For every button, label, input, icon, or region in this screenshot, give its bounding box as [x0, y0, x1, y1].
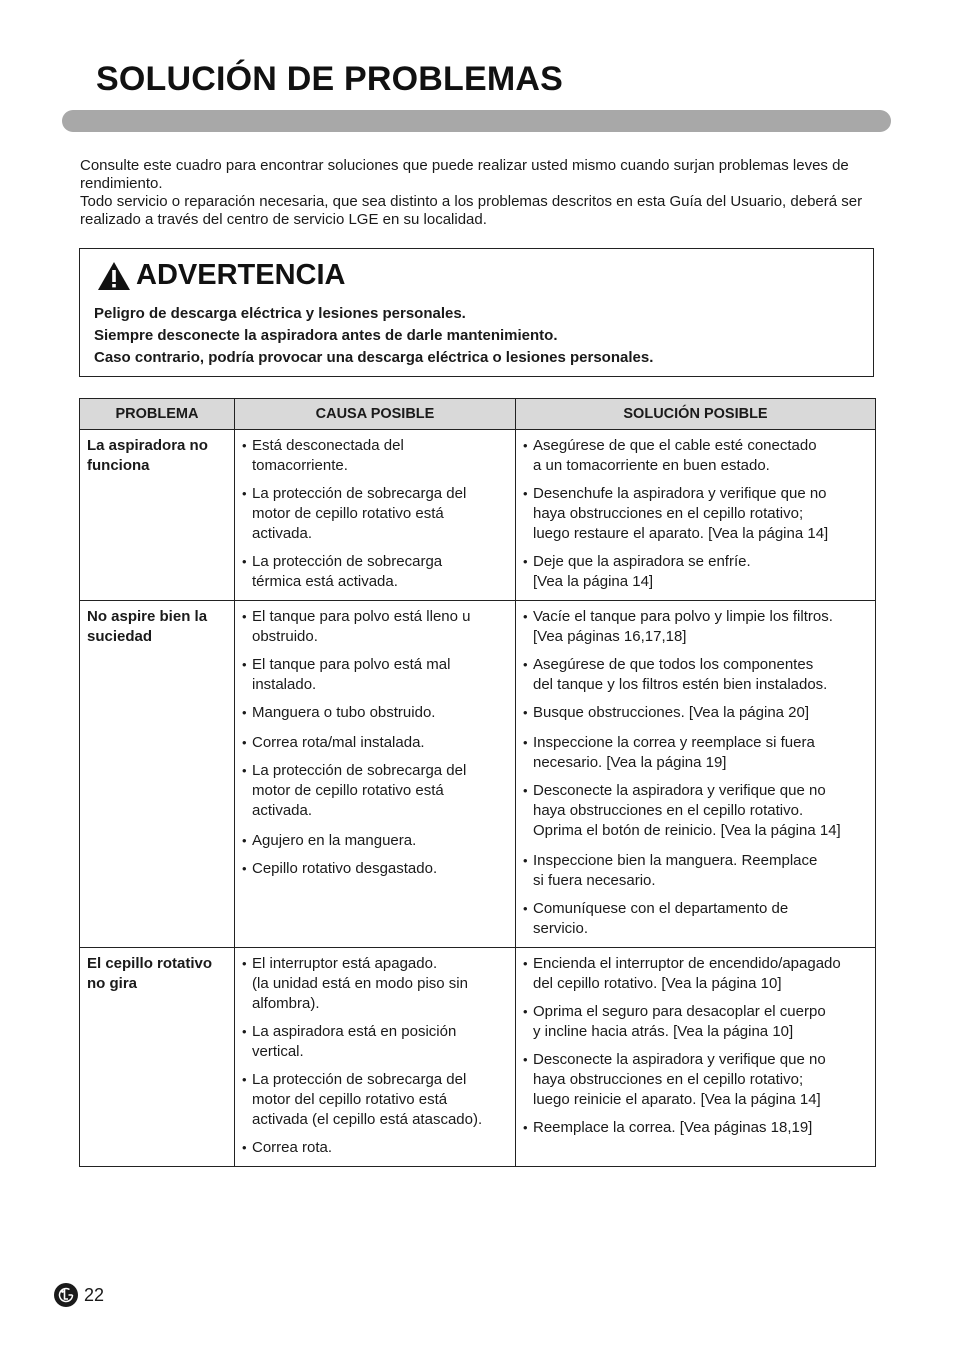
cause-item	[242, 859, 508, 879]
solution-item	[523, 781, 868, 841]
problem-text: no gira	[87, 975, 138, 992]
item-line: alfombra).	[252, 995, 320, 1012]
item-line: • Agujero en la manguera.	[252, 832, 417, 849]
item-line: • Desconecte la aspiradora y verifique que no	[533, 1051, 826, 1068]
warning-triangle-icon	[97, 261, 131, 291]
solution-item	[523, 436, 868, 476]
solution-item	[523, 1050, 868, 1110]
cause-item	[242, 703, 508, 723]
column-header-causa: CAUSA POSIBLE	[235, 399, 516, 430]
cause-cell	[235, 430, 516, 601]
item-line: • Cepillo rotativo desgastado.	[252, 860, 438, 877]
item-line: [Vea la página 14]	[533, 573, 654, 590]
problem-text: funciona	[87, 457, 150, 474]
cause-item	[242, 1138, 508, 1158]
item-line: • Reemplace la correa. [Vea páginas 18,19]	[533, 1119, 813, 1136]
item-line: • La protección de sobrecarga del	[252, 485, 467, 502]
item-line: si fuera necesario.	[533, 872, 656, 889]
item-line: • La protección de sobrecarga	[252, 553, 443, 570]
item-line: • Vacíe el tanque para polvo y limpie los filtros.	[533, 608, 833, 625]
item-line: motor de cepillo rotativo está	[252, 505, 444, 522]
solution-item	[523, 703, 868, 723]
item-line: • La aspiradora está en posición	[252, 1023, 457, 1040]
problem-text: No aspire bien la	[87, 608, 208, 625]
problem-cell	[80, 601, 235, 948]
column-header-problema: PROBLEMA	[80, 399, 235, 430]
cause-cell	[235, 601, 516, 948]
cause-cell	[235, 948, 516, 1167]
item-line: • Inspeccione bien la manguera. Reemplace	[533, 852, 818, 869]
item-line: • Desconecte la aspiradora y verifique que no	[533, 782, 826, 799]
cause-item	[242, 831, 508, 851]
item-line: • Asegúrese de que todos los componentes	[533, 656, 814, 673]
table-row	[80, 430, 876, 601]
cause-item	[242, 1070, 508, 1130]
item-line: y incline hacia atrás. [Vea la página 10]	[533, 1023, 794, 1040]
solution-item	[523, 484, 868, 544]
item-line: • Asegúrese de que el cable esté conectado	[533, 437, 817, 454]
table-header-row	[80, 399, 876, 430]
item-line: • Deje que la aspiradora se enfríe.	[533, 553, 751, 570]
item-line: (la unidad está en modo piso sin	[252, 975, 468, 992]
solution-item	[523, 1002, 868, 1042]
page-footer	[54, 1283, 104, 1307]
item-line: del tanque y los filtros estén bien instalados.	[533, 676, 828, 693]
warning-text	[94, 303, 653, 369]
solution-item	[523, 552, 868, 592]
item-line: • Encienda el interruptor de encendido/apagado	[533, 955, 841, 972]
solution-item	[523, 607, 868, 647]
item-line: térmica está activada.	[252, 573, 398, 590]
solution-item	[523, 851, 868, 891]
solution-cell	[516, 948, 876, 1167]
problem-cell	[80, 948, 235, 1167]
intro-paragraph-2: Todo servicio o reparación necesaria, que sea distinto a los problemas descritos en esta Guía del Usuario, deberá ser realizado a través del centro de servicio LGE en su localidad.	[80, 193, 863, 228]
problem-text: La aspiradora no	[87, 437, 208, 454]
item-line: [Vea páginas 16,17,18]	[533, 628, 687, 645]
lg-logo-icon	[54, 1283, 78, 1307]
cause-item	[242, 436, 508, 476]
item-line: a un tomacorriente en buen estado.	[533, 457, 770, 474]
cause-item	[242, 607, 508, 647]
item-line: • Está desconectada del	[252, 437, 404, 454]
item-line: • El interruptor está apagado.	[252, 955, 438, 972]
item-line: activada.	[252, 802, 313, 819]
item-line: Oprima el botón de reinicio. [Vea la página 14]	[533, 822, 841, 839]
warning-line: Caso contrario, podría provocar una descarga eléctrica o lesiones personales.	[94, 349, 654, 366]
item-line: instalado.	[252, 676, 317, 693]
problem-cell	[80, 430, 235, 601]
item-line: • Desenchufe la aspiradora y verifique que no	[533, 485, 827, 502]
item-line: tomacorriente.	[252, 457, 348, 474]
item-line: • La protección de sobrecarga del	[252, 762, 467, 779]
item-line: haya obstrucciones en el cepillo rotativo.	[533, 802, 804, 819]
warning-line: Peligro de descarga eléctrica y lesiones personales.	[94, 305, 466, 322]
solution-cell	[516, 430, 876, 601]
item-line: necesario. [Vea la página 19]	[533, 754, 727, 771]
solution-item	[523, 655, 868, 695]
solution-item	[523, 733, 868, 773]
cause-item	[242, 761, 508, 821]
intro-text	[80, 157, 880, 229]
item-line: haya obstrucciones en el cepillo rotativo;	[533, 505, 804, 522]
cause-item	[242, 733, 508, 753]
solution-item	[523, 899, 868, 939]
item-line: luego reinicie el aparato. [Vea la página 14]	[533, 1091, 821, 1108]
cause-item	[242, 1022, 508, 1062]
warning-header	[97, 259, 345, 292]
intro-paragraph-1: Consulte este cuadro para encontrar soluciones que puede realizar usted mismo cuando surjan problemas leves de rendimiento.	[80, 157, 849, 192]
item-line: • Oprima el seguro para desacoplar el cuerpo	[533, 1003, 826, 1020]
item-line: • Manguera o tubo obstruido.	[252, 704, 436, 721]
table-row	[80, 601, 876, 948]
item-line: • El tanque para polvo está mal	[252, 656, 451, 673]
page-number: 22	[84, 1284, 105, 1305]
item-line: motor del cepillo rotativo está	[252, 1091, 448, 1108]
item-line: del cepillo rotativo. [Vea la página 10]	[533, 975, 782, 992]
warning-title: ADVERTENCIA	[136, 259, 346, 291]
cause-item	[242, 655, 508, 695]
item-line: activada (el cepillo está atascado).	[252, 1111, 483, 1128]
solution-item	[523, 954, 868, 994]
item-line: • Inspeccione la correa y reemplace si fuera	[533, 734, 815, 751]
item-line: motor de cepillo rotativo está	[252, 782, 444, 799]
cause-item	[242, 552, 508, 592]
item-line: servicio.	[533, 920, 589, 937]
item-line: • Correa rota.	[252, 1139, 333, 1156]
item-line: vertical.	[252, 1043, 304, 1060]
item-line: luego restaure el aparato. [Vea la página 14]	[533, 525, 829, 542]
item-line: • Correa rota/mal instalada.	[252, 734, 425, 751]
item-line: haya obstrucciones en el cepillo rotativo;	[533, 1071, 804, 1088]
solution-item	[523, 1118, 868, 1138]
table-row	[80, 948, 876, 1167]
solution-cell	[516, 601, 876, 948]
problem-text: suciedad	[87, 628, 153, 645]
item-line: • Busque obstrucciones. [Vea la página 20]	[533, 704, 810, 721]
item-line: activada.	[252, 525, 313, 542]
cause-item	[242, 954, 508, 1014]
title-divider-bar	[62, 110, 891, 132]
column-header-solucion: SOLUCIÓN POSIBLE	[516, 399, 876, 430]
page-title: SOLUCIÓN DE PROBLEMAS	[96, 60, 564, 98]
item-line: • Comuníquese con el departamento de	[533, 900, 789, 917]
cause-item	[242, 484, 508, 544]
item-line: • La protección de sobrecarga del	[252, 1071, 467, 1088]
problem-text: El cepillo rotativo	[87, 955, 213, 972]
troubleshooting-table	[79, 398, 876, 1167]
warning-box	[79, 248, 874, 377]
item-line: • El tanque para polvo está lleno u	[252, 608, 471, 625]
item-line: obstruido.	[252, 628, 318, 645]
warning-line: Siempre desconecte la aspiradora antes de darle mantenimiento.	[94, 327, 558, 344]
